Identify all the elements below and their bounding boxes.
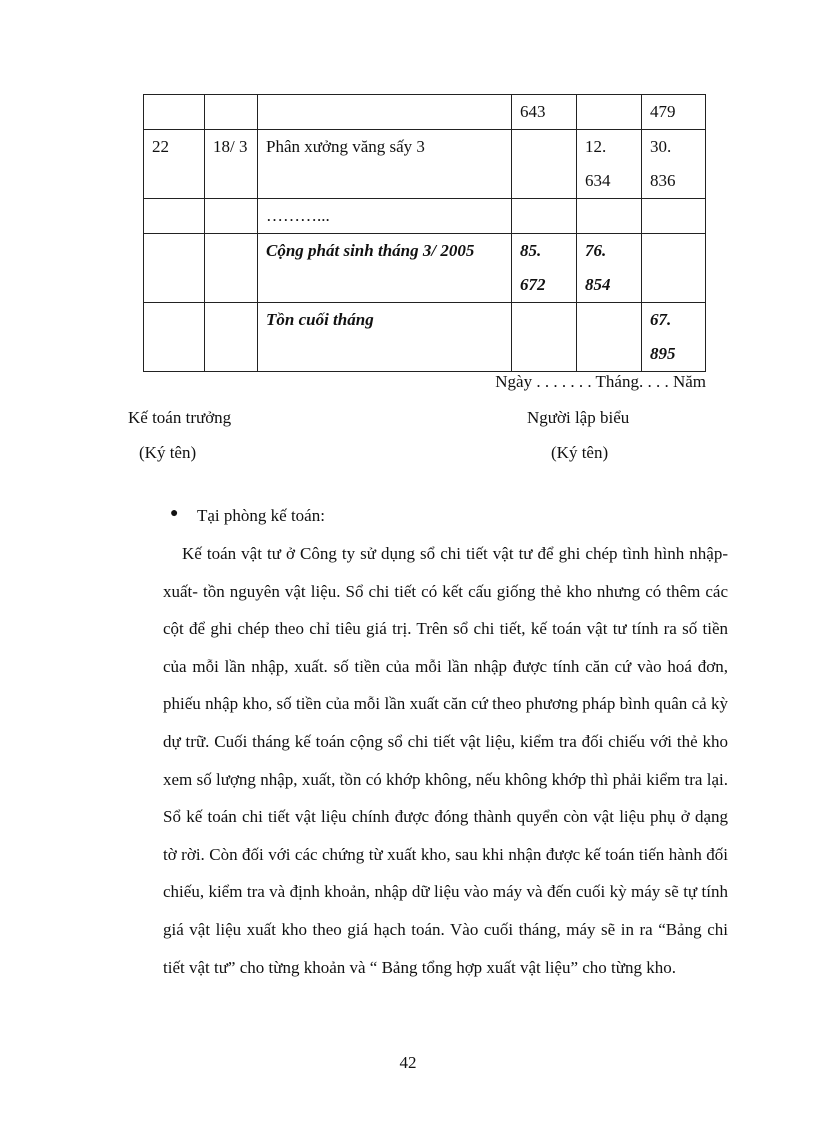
table-cell [205, 303, 258, 372]
table-cell: 76. 854 [577, 234, 642, 303]
ledger-table-body [144, 95, 706, 372]
table-row [144, 303, 706, 372]
table-cell [512, 199, 577, 234]
chief-accountant-sign: (Ký tên) [139, 443, 197, 462]
table-cell [144, 199, 205, 234]
chief-accountant-title: Kế toán trưởng [128, 408, 232, 427]
table-row [144, 130, 706, 199]
table-cell [577, 95, 642, 130]
table-cell: 85. 672 [512, 234, 577, 303]
table-cell: Tồn cuối tháng [258, 303, 512, 372]
preparer-title: Người lập biểu [527, 408, 630, 427]
table-cell [258, 95, 512, 130]
table-cell [144, 303, 205, 372]
table-cell [205, 199, 258, 234]
ledger-table [143, 94, 706, 372]
table-cell: 30. 836 [642, 130, 706, 199]
table-cell [205, 95, 258, 130]
preparer-sign: (Ký tên) [551, 443, 609, 462]
table-row [144, 95, 706, 130]
table-row [144, 234, 706, 303]
table-cell: 479 [642, 95, 706, 130]
table-cell: ………... [258, 199, 512, 234]
table-cell: 12. 634 [577, 130, 642, 199]
table-cell [144, 95, 205, 130]
table-cell: 18/ 3 [205, 130, 258, 199]
body-paragraph-block [163, 535, 728, 986]
bullet-icon: ● [170, 506, 179, 521]
table-cell [512, 130, 577, 199]
table-cell: 67. 895 [642, 303, 706, 372]
table-cell: Phân xưởng văng sấy 3 [258, 130, 512, 199]
bullet-heading: Tại phòng kế toán: [197, 506, 325, 525]
page-number: 42 [399, 1053, 417, 1072]
table-cell [144, 234, 205, 303]
table-cell: Cộng phát sinh tháng 3/ 2005 [258, 234, 512, 303]
body-paragraph: Kế toán vật tư ở Công ty sử dụng sổ chi tiết vật tư để ghi chép tình hình nhập- xuất- tồn nguyên vật liệu. Sổ chi tiết có kết cấu giống thẻ kho nhưng có thêm các cột để ghi chép theo chỉ tiêu giá trị. Trên sổ chi tiết, kế toán vật tư tính ra số tiền của mỗi lần nhập, xuất. số tiền của mỗi lần nhập được tính căn cứ vào hoá đơn, phiếu nhập kho, số tiền của mỗi lần xuất căn cứ theo phương pháp bình quân cả kỳ dự trữ. Cuối tháng kế toán cộng sổ chi tiết vật liệu, kiểm tra đối chiếu với thẻ kho xem số lượng nhập, xuất, tồn có khớp không, nếu không khớp thì phải kiểm tra lại. Sổ kế toán chi tiết vật liệu chính được đóng thành quyển còn vật liệu phụ ở dạng tờ rời. Còn đối với các chứng từ xuất kho, sau khi nhận được kế toán tiến hành đối chiếu, kiểm tra và định khoản, nhập dữ liệu vào máy và đến cuối kỳ máy sẽ tự tính giá vật liệu xuất kho theo giá hạch toán. Vào cuối tháng, máy sẽ in ra “Bảng chi tiết vật tư” cho từng khoản và “ Bảng tổng hợp xuất vật liệu” cho từng kho. [163, 544, 728, 977]
table-cell [577, 199, 642, 234]
table-cell: 22 [144, 130, 205, 199]
table-cell [642, 199, 706, 234]
table-cell [205, 234, 258, 303]
table-cell: 643 [512, 95, 577, 130]
table-cell [642, 234, 706, 303]
table-cell [577, 303, 642, 372]
table-row [144, 199, 706, 234]
date-line: Ngày . . . . . . . Tháng. . . . Năm [495, 372, 706, 391]
table-cell [512, 303, 577, 372]
